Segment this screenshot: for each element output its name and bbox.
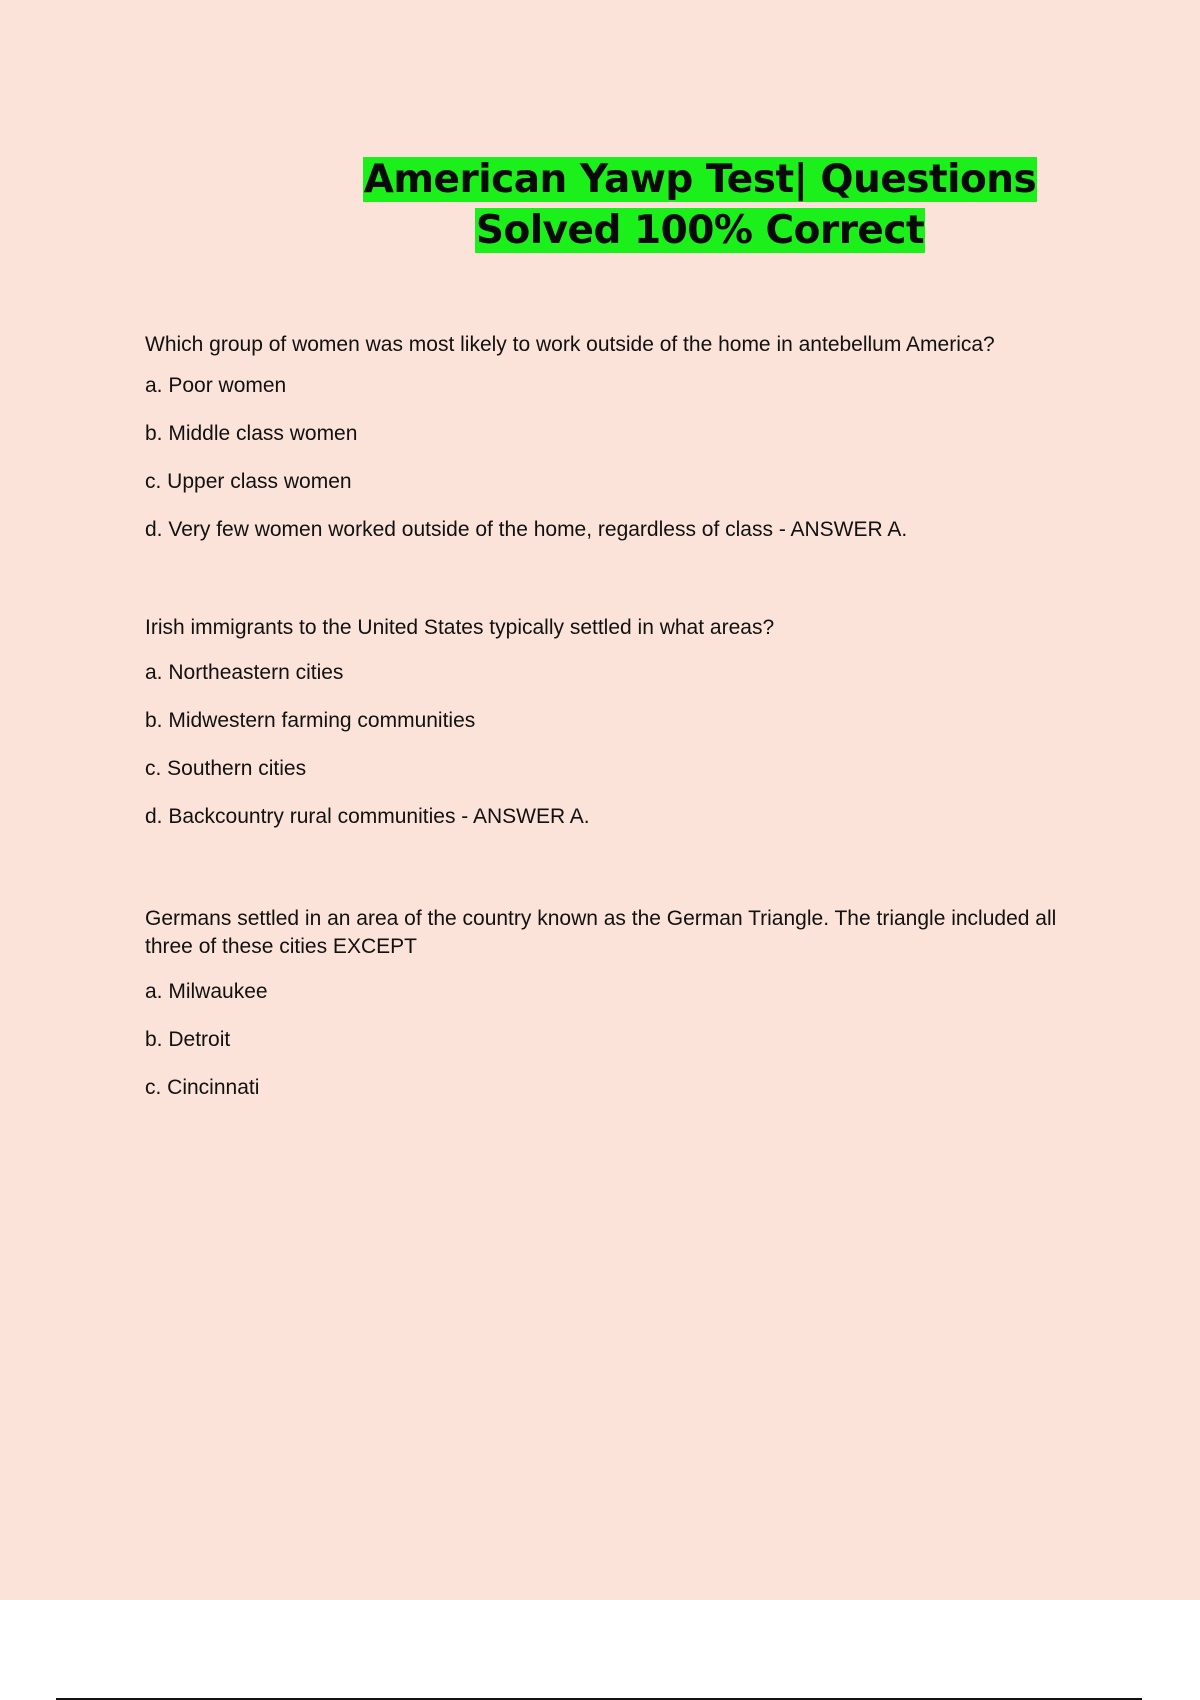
question-prompt: Germans settled in an area of the country known as the German Triangle. The triangle included all three of these cities EXCEPT	[145, 907, 1057, 958]
answer-options	[145, 978, 1075, 1102]
question-2	[145, 614, 1075, 831]
answer-option-a: a. Poor women	[145, 374, 287, 397]
answer-option-d: d. Backcountry rural communities - ANSWER A.	[145, 805, 590, 828]
answer-option-c: c. Upper class women	[145, 470, 352, 493]
answer-option-a: a. Milwaukee	[145, 980, 268, 1003]
answer-option-d: d. Very few women worked outside of the home, regardless of class - ANSWER A.	[145, 518, 908, 541]
answer-option-b: b. Detroit	[145, 1028, 231, 1051]
answer-options	[145, 372, 1075, 544]
document-title	[300, 154, 1100, 256]
answer-option-c: c. Cincinnati	[145, 1076, 260, 1099]
answer-option-c: c. Southern cities	[145, 757, 307, 780]
document-title-text: American Yawp Test| Questions Solved 100% Correct	[363, 157, 1037, 253]
question-3	[145, 905, 1075, 1102]
answer-option-b: b. Middle class women	[145, 422, 358, 445]
question-list	[145, 331, 1075, 1102]
answer-options	[145, 659, 1075, 831]
answer-option-b: b. Midwestern farming communities	[145, 709, 476, 732]
question-prompt: Irish immigrants to the United States typically settled in what areas?	[145, 616, 775, 639]
answer-option-a: a. Northeastern cities	[145, 661, 344, 684]
question-1	[145, 331, 1075, 544]
question-prompt: Which group of women was most likely to work outside of the home in antebellum America?	[145, 333, 995, 356]
